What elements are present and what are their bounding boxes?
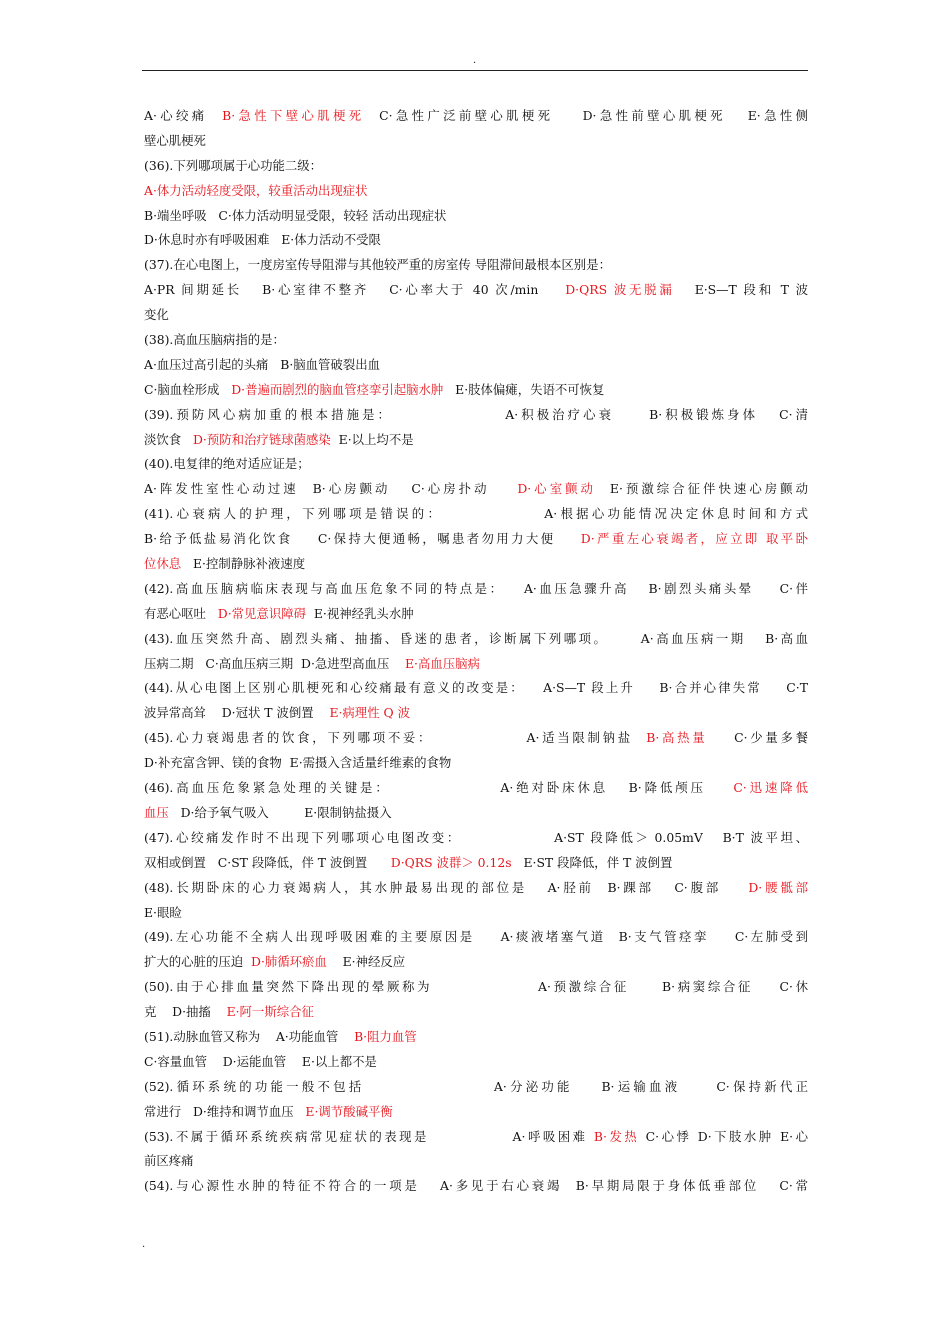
answer-text: D·QRS 波群＞ 0.12s <box>390 854 512 870</box>
answer-text: B·高热量 <box>646 730 708 746</box>
text-line <box>144 154 808 179</box>
answer-text: D·严重左心衰竭者，应立即 取平卧 <box>580 531 808 547</box>
text-line <box>144 403 808 428</box>
answer-text: A·体力活动轻度受限，较重活动出现症状 <box>144 182 368 198</box>
question-text: 壁心肌梗死 <box>144 132 206 148</box>
text-line <box>144 901 808 926</box>
text-line <box>144 1000 808 1025</box>
question-text: C·心悸 D·下肢水肿 E·心 <box>639 1128 808 1144</box>
question-text: (50).由于心排血量突然下降出现的晕厥称为 A·预激综合征 B·病窦综合征 C·休 <box>144 979 808 995</box>
question-text: (38).高血压脑病指的是： <box>144 332 285 348</box>
question-text: A·血压过高引起的头痛 B·脑血管破裂出血 <box>144 356 380 372</box>
question-text: (53).不属于循环系统疾病常见症状的表现是 A·呼吸困难 <box>144 1128 594 1144</box>
question-text: E·视神经乳头水肿 <box>306 605 414 621</box>
question-text: (47).心绞痛发作时不出现下列哪项心电图改变： A·ST 段降低＞ 0.05mV B·T 波平坦、 <box>144 829 808 845</box>
text-line <box>144 801 808 826</box>
answer-text: D·常见意识障碍 <box>217 605 306 621</box>
text-line <box>144 925 808 950</box>
answer-text: B·发热 <box>593 1128 640 1144</box>
text-line <box>144 1174 808 1199</box>
question-text: (39).预防风心病加重的根本措施是： A·积极治疗心衰 B·积极锻炼身体 C·清 <box>144 406 808 422</box>
text-line <box>144 129 808 154</box>
text-line <box>144 204 808 229</box>
question-text: 波异常高耸 D·冠状 T 波倒置 <box>144 705 330 721</box>
answer-text: D·腰骶部 <box>748 879 808 895</box>
answer-text: 血压 <box>144 804 169 820</box>
text-line <box>144 1100 808 1125</box>
question-text: 淡饮食 <box>144 431 193 447</box>
text-line <box>144 726 808 751</box>
answer-text: D·普遍而剧烈的脑血管痉挛引起脑水肿 <box>231 381 444 397</box>
text-line <box>144 278 808 303</box>
question-text: 克 D·抽搐 <box>144 1004 227 1020</box>
question-text: (44).从心电图上区别心肌梗死和心绞痛最有意义的改变是： A·S—T 段上升 B·合并心律失常 C·T <box>144 680 808 696</box>
question-text: (48).长期卧床的心力衰竭病人，其水肿最易出现的部位是 A·胫前 B·踝部 C·腹部 <box>144 879 749 895</box>
question-text: 前区疼痛 <box>144 1153 194 1169</box>
question-text: (54).与心源性水肿的特征不符合的一项是 A·多见于右心衰竭 B·早期局限于身体低垂部位 C·常 <box>144 1178 808 1194</box>
text-line <box>144 826 808 851</box>
question-text: B·端坐呼吸 C·体力活动明显受限，较轻 活动出现症状 <box>144 207 447 223</box>
question-text: D·休息时亦有呼吸困难 E·体力活动不受限 <box>144 232 381 248</box>
text-line <box>144 502 808 527</box>
text-line <box>144 975 808 1000</box>
text-line <box>144 627 808 652</box>
text-line <box>144 851 808 876</box>
header-dot: . <box>473 55 477 66</box>
answer-text: 位休息 <box>144 556 182 572</box>
answer-text: B·急性下壁心肌梗死 <box>222 108 365 123</box>
answer-text: E·阿一斯综合征 <box>226 1004 314 1020</box>
question-text: A·心绞痛 <box>144 108 223 123</box>
text-line <box>144 253 808 278</box>
question-text: B·给予低盐易消化饮食 C·保持大便通畅，嘱患者勿用力大便 <box>144 531 581 547</box>
question-text: A·阵发性室性心动过速 B·心房颤动 C·心房扑动 <box>144 481 518 497</box>
question-text: C·少量多餐 <box>707 730 808 746</box>
text-line <box>144 652 808 677</box>
question-text: D·补充富含钾、镁的食物 E·需摄入含适量纤维素的食物 <box>144 755 452 771</box>
text-line <box>144 428 808 453</box>
text-line <box>144 1149 808 1174</box>
footer-dot: . <box>142 1239 146 1250</box>
question-text: (49).左心功能不全病人出现呼吸困难的主要原因是 A·痰液堵塞气道 B·支气管痉挛 C·左肺受到 <box>144 929 808 945</box>
question-text: C·急性广泛前壁心肌梗死 D·急性前壁心肌梗死 E·急性侧 <box>364 108 808 123</box>
text-line <box>144 950 808 975</box>
answer-text: C·迅速降低 <box>733 780 808 796</box>
question-text: (51).动脉血管又称为 A·功能血管 <box>144 1028 355 1044</box>
question-text: E·肢体偏瘫，失语不可恢复 <box>443 381 605 397</box>
answer-text: E·病理性 Q 波 <box>329 705 411 721</box>
question-text: 扩大的心脏的压迫 <box>144 954 252 970</box>
text-line <box>144 676 808 701</box>
question-text: C·容量血管 D·运能血管 E·以上都不是 <box>144 1053 377 1069</box>
header-rule <box>142 70 808 71</box>
question-text: E·眼睑 <box>144 904 182 920</box>
text-line <box>144 876 808 901</box>
text-line <box>144 378 808 403</box>
text-line <box>144 552 808 577</box>
question-text: 常进行 D·维持和调节血压 <box>144 1103 306 1119</box>
question-text: A·PR 间期延长 B·心室律不整齐 C·心率大于 40 次/min <box>144 282 566 298</box>
question-text: E·控制静脉补液速度 <box>181 556 306 572</box>
text-line <box>144 104 808 129</box>
text-line <box>144 1050 808 1075</box>
text-line <box>144 577 808 602</box>
question-text: 压病二期 C·高血压病三期 D·急进型高血压 <box>144 655 405 671</box>
text-line <box>144 228 808 253</box>
answer-text: B·阻力血管 <box>354 1028 417 1044</box>
question-text: (52).循环系统的功能一般不包括 A·分泌功能 B·运输血液 C·保持新代正 <box>144 1078 808 1094</box>
question-text: (41).心衰病人的护理，下列哪项是错误的： A·根据心功能情况决定休息时间和方式 <box>144 506 808 522</box>
text-line <box>144 179 808 204</box>
text-line <box>144 477 808 502</box>
text-line <box>144 353 808 378</box>
text-line <box>144 1125 808 1150</box>
text-line <box>144 1075 808 1100</box>
answer-text: D·肺循环瘀血 <box>251 954 327 970</box>
question-text: 有恶心呕吐 <box>144 605 218 621</box>
question-text: 双相或倒置 C·ST 段降低，伴 T 波倒置 <box>144 854 391 870</box>
text-line <box>144 452 808 477</box>
answer-text: E·高血压脑病 <box>405 655 480 671</box>
question-text: (37).在心电图上，一度房室传导阻滞与其他较严重的房室传 导阻滞间最根本区别是： <box>144 257 611 273</box>
question-text: C·脑血栓形成 <box>144 381 232 397</box>
question-text: D·给予氧气吸入 E·限制钠盐摄入 <box>168 804 392 820</box>
answer-text: D·预防和治疗链球菌感染 <box>193 431 331 447</box>
question-text: E·ST 段降低，伴 T 波倒置 <box>511 854 673 870</box>
question-text: (40).电复律的绝对适应证是； <box>144 456 310 472</box>
text-line <box>144 1025 808 1050</box>
text-line <box>144 751 808 776</box>
answer-text: E·调节酸碱平衡 <box>305 1103 393 1119</box>
question-text: E·以上均不是 <box>330 431 414 447</box>
answer-text: D·QRS 波无脱漏 <box>565 282 675 298</box>
question-text: 变化 <box>144 307 169 323</box>
question-text: E·S—T 段和 T 波 <box>674 282 808 298</box>
document-body <box>144 104 808 1199</box>
question-text: (42).高血压脑病临床表现与高血压危象不同的特点是： A·血压急骤升高 B·剧烈头痛头晕 C·伴 <box>144 580 808 596</box>
text-line <box>144 701 808 726</box>
question-text: (46).高血压危象紧急处理的关键是： A·绝对卧床休息 B·降低颅压 <box>144 780 734 796</box>
question-text: E·预激综合征伴快速心房颤动 <box>595 481 808 497</box>
text-line <box>144 303 808 328</box>
question-text: E·神经反应 <box>326 954 406 970</box>
answer-text: D·心室颤动 <box>517 481 596 497</box>
text-line <box>144 328 808 353</box>
text-line <box>144 602 808 627</box>
question-text: (36).下列哪项属于心功能二级： <box>144 157 323 173</box>
text-line <box>144 776 808 801</box>
question-text: (45).心力衰竭患者的饮食，下列哪项不妥： A·适当限制钠盐 <box>144 730 647 746</box>
question-text: (43).血压突然升高、剧烈头痛、抽搐、昏迷的患者，诊断属下列哪项。 A·高血压病一期 B·高血 <box>144 630 808 646</box>
text-line <box>144 527 808 552</box>
